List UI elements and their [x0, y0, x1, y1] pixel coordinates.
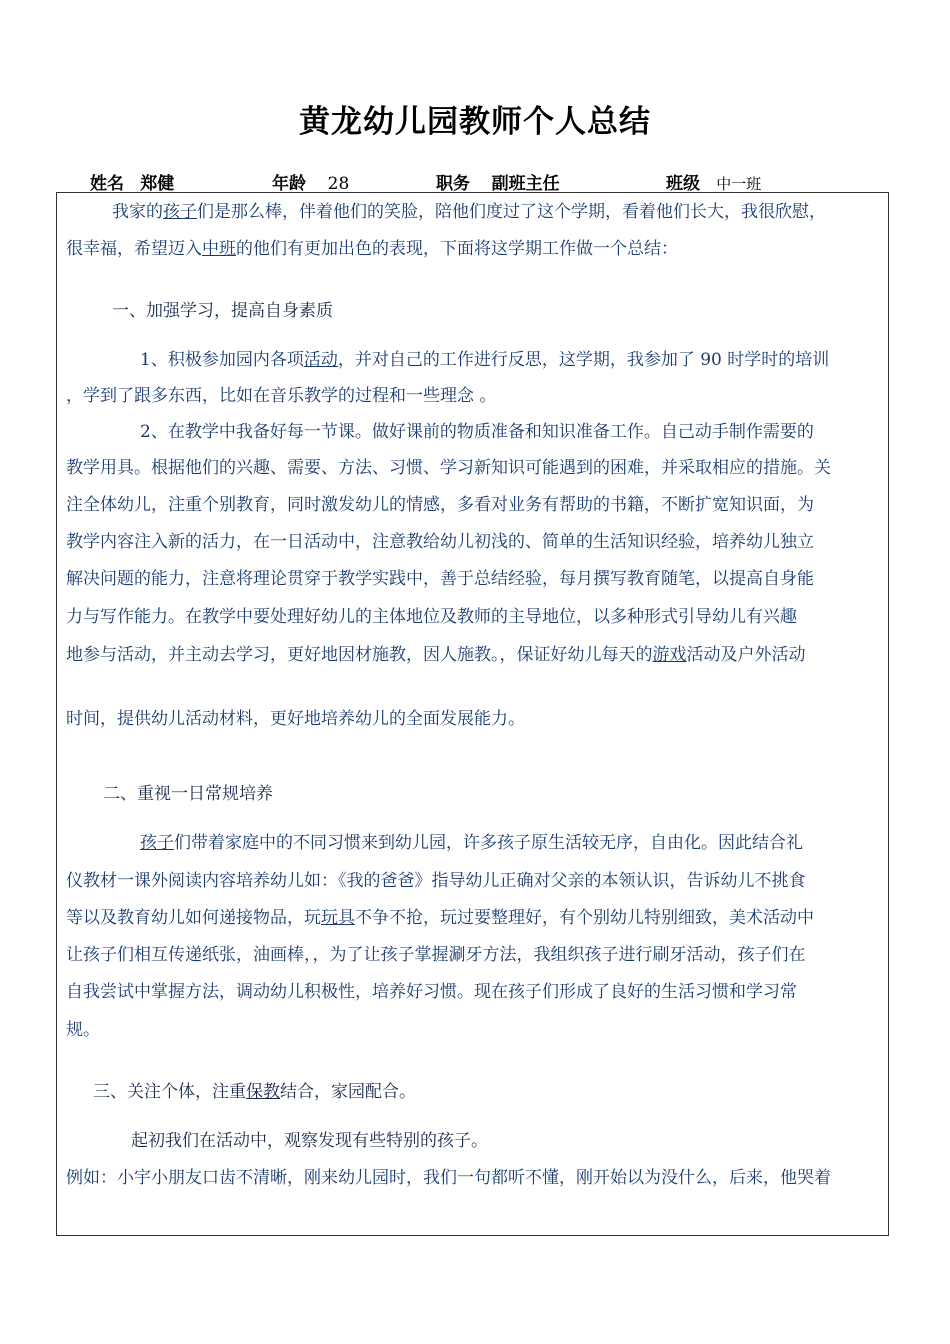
paragraph-line: ，学到了跟多东西，比如在音乐教学的过程和一些理念 。: [66, 386, 497, 406]
paragraph-line: 时间，提供幼儿活动材料，更好地培养幼儿的全面发展能力。: [66, 709, 525, 729]
underlined-term: 保教: [246, 1082, 280, 1102]
underlined-term: 活动: [303, 350, 338, 370]
name-field: [90, 169, 174, 194]
age-value: 28: [327, 174, 350, 194]
paragraph-line: 规。: [66, 1020, 100, 1040]
paragraph-line: 注全体幼儿，注重个别教育，同时激发幼儿的情感，多看对业务有帮助的书籍，不断扩宽知识面，为: [66, 495, 814, 515]
underlined-term: 孩子: [140, 833, 174, 853]
paragraph-line: 例如：小宇小朋友口齿不清晰，刚来幼儿园时，我们一句都听不懂，刚开始以为没什么，后来，他哭着: [66, 1168, 831, 1188]
section-heading: 三、关注个体，注重保教结合，家园配合。: [93, 1082, 416, 1102]
paragraph-line: 让孩子们相互传递纸张，油画棒，，为了让孩子掌握涮牙方法，我组织孩子进行刷牙活动，孩子们在: [66, 945, 806, 965]
paragraph-line: 自我尝试中掌握方法，调动幼儿积极性，培养好习惯。现在孩子们形成了良好的生活习惯和学习常: [66, 982, 797, 1002]
paragraph-line: 孩子们带着家庭中的不同习惯来到幼儿园，许多孩子原生活较无序，自由化。因此结合礼: [140, 833, 803, 853]
position-label: 职务: [436, 174, 470, 194]
paragraph-line: 教学内容注入新的活力，在一日活动中，注意教给幼儿初浅的、简单的生活知识经验，培养幼儿独立: [66, 532, 814, 552]
underlined-term: 玩具: [321, 908, 355, 928]
paragraph-line: 等以及教育幼儿如何递接物品，玩玩具不争不抢，玩过要整理好，有个别幼儿特别细致，美术活动中: [66, 908, 814, 928]
position-value: 副班主任: [491, 174, 560, 194]
paragraph-line: 教学用具。根据他们的兴趣、需要、方法、习惯、学习新知识可能遇到的困难，并采取相应的措施。关: [66, 458, 831, 478]
class-field: [666, 169, 761, 194]
paragraph-line: 力与写作能力。在教学中要处理好幼儿的主体地位及教师的主导地位，以多种形式引导幼儿有兴趣: [66, 607, 797, 627]
name-label: 姓名: [90, 174, 124, 194]
document-title: 黄龙幼儿园教师个人总结: [299, 104, 651, 140]
paragraph-line: 起初我们在活动中，观察发现有些特别的孩子。: [131, 1131, 488, 1151]
paragraph-line: 1、积极参加园内各项活动，并对自己的工作进行反思，这学期，我参加了 90 时学时的培训: [140, 350, 830, 370]
section-heading: 一、加强学习，提高自身素质: [112, 301, 333, 321]
class-label: 班级: [666, 174, 700, 194]
paragraph-line: 仪教材一课外阅读内容培养幼儿如：《我的爸爸》指导幼儿正确对父亲的本领认识，告诉幼儿不挑食: [66, 871, 806, 891]
paragraph-line: 2、在教学中我备好每一节课。做好课前的物质准备和知识准备工作。自己动手制作需要的: [140, 422, 814, 442]
paragraph-line: 很幸福，希望迈入中班的他们有更加出色的表现，下面将这学期工作做一个总结：: [66, 239, 678, 259]
underlined-term: 中班: [202, 239, 236, 259]
underlined-term: 游戏: [652, 645, 687, 665]
age-label: 年龄: [272, 174, 306, 194]
age-field: [272, 169, 349, 194]
paragraph-line: 我家的孩子们是那么棒，伴着他们的笑脸，陪他们度过了这个学期，看着他们长大，我很欣慰，: [112, 202, 826, 222]
paragraph-line: 解决问题的能力，注意将理论贯穿于教学实践中，善于总结经验，每月撰写教育随笔，以提高自身能: [66, 569, 814, 589]
position-field: [436, 169, 560, 194]
paragraph-line: 地参与活动，并主动去学习，更好地因材施教，因人施教。，保证好幼儿每天的游戏活动及户外活动: [66, 645, 806, 665]
underlined-term: 孩子: [163, 202, 197, 222]
section-heading: 二、重视一日常规培养: [103, 784, 273, 804]
class-value: 中一班: [716, 175, 762, 193]
name-value: 郑健: [140, 174, 175, 194]
